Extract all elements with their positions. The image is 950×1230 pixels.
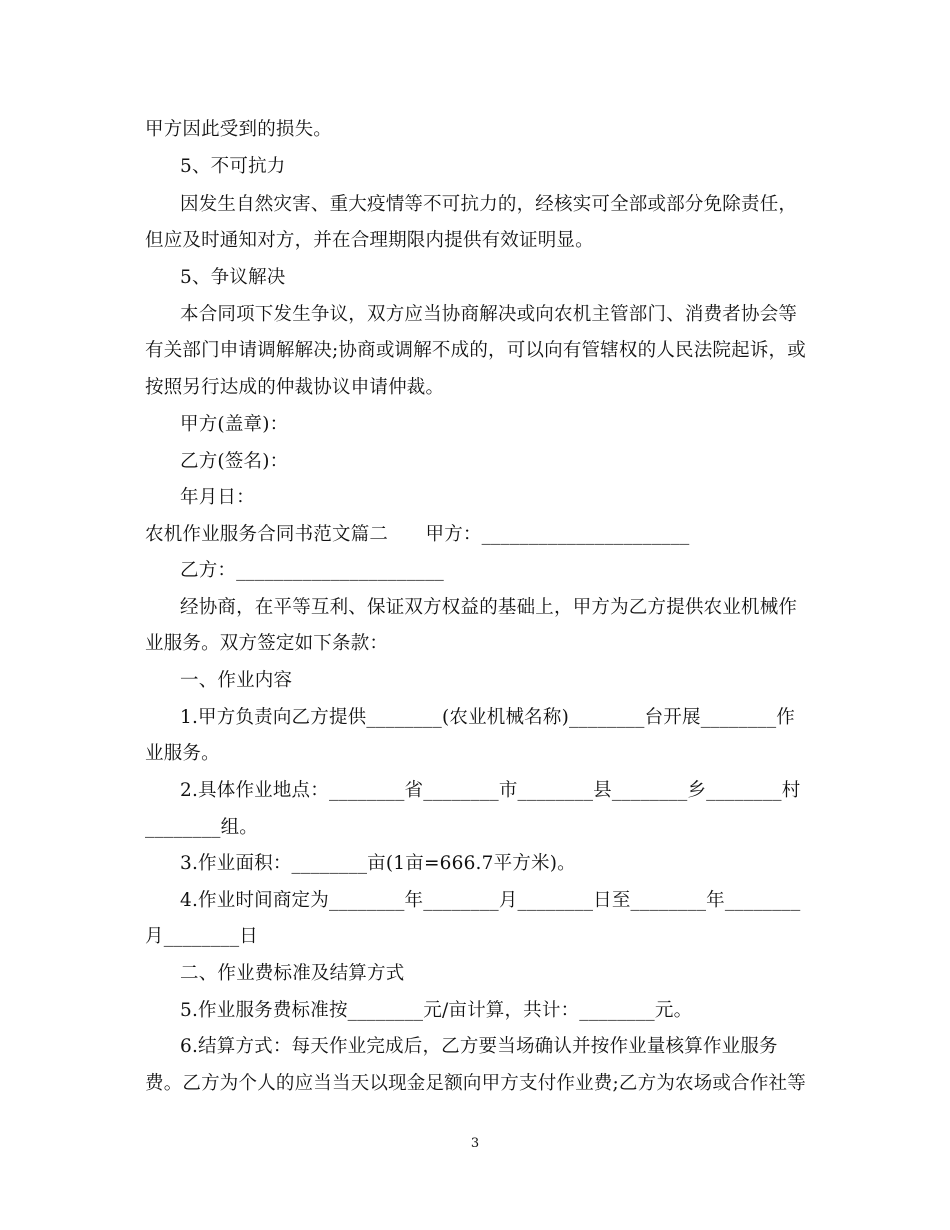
clause-line: 6.结算方式：每天作业完成后，乙方要当场确认并按作业量核算作业服务 [180, 1036, 778, 1057]
clause-line: 3.作业面积：________亩(1亩=666.7平方米)。 [180, 853, 576, 874]
clause-line: 5.作业服务费标准按________元/亩计算，共计：________元。 [180, 1000, 693, 1021]
section-heading: 5、不可抗力 [180, 156, 286, 177]
text-line: 经协商，在平等互利、保证双方权益的基础上，甲方为乙方提供农业机械作 [180, 597, 798, 618]
clause-line: 费。乙方为个人的应当当天以现金足额向甲方支付作业费;乙方为农场或合作社等 [145, 1073, 806, 1094]
text-line: 有关部门申请调解解决;协商或调解不成的，可以向有管辖权的人民法院起诉，或 [145, 340, 806, 361]
text-line: 本合同项下发生争议，双方应当协商解决或向农机主管部门、消费者协会等 [180, 304, 798, 325]
text-line: 业服务。双方签定如下条款： [145, 633, 389, 654]
section-heading: 二、作业费标准及结算方式 [180, 963, 405, 984]
signature-date: 年月日： [180, 487, 255, 508]
party-b-line: 乙方：______________________ [180, 560, 445, 581]
text-line: 但应及时通知对方，并在合理期限内提供有效证明显。 [145, 230, 594, 251]
signature-party-a: 甲方(盖章)： [180, 414, 289, 435]
page-number: 3 [470, 1136, 480, 1151]
signature-party-b: 乙方(签名)： [180, 451, 289, 472]
section-heading: 一、作业内容 [180, 670, 293, 691]
clause-line: 4.作业时间商定为________年________月________日至________年________ [180, 890, 801, 911]
text-line: 按照另行达成的仲裁协议申请仲裁。 [145, 377, 445, 398]
clause-line: 2.具体作业地点：________省________市________县________乡________村 [180, 780, 801, 801]
clause-line: 月________日 [145, 926, 259, 947]
text-line: 甲方因此受到的损失。 [145, 119, 333, 140]
clause-line: ________组。 [145, 817, 259, 838]
text-line: 因发生自然灾害、重大疫情等不可抗力的，经核实可全部或部分免除责任， [180, 194, 798, 215]
section-heading: 5、争议解决 [180, 267, 286, 288]
clause-line: 1.甲方负责向乙方提供________(农业机械名称)________台开展________作 [180, 707, 795, 728]
document-title-line: 农机作业服务合同书范文篇二 甲方：______________________ [145, 524, 690, 545]
clause-line: 业服务。 [145, 743, 220, 764]
